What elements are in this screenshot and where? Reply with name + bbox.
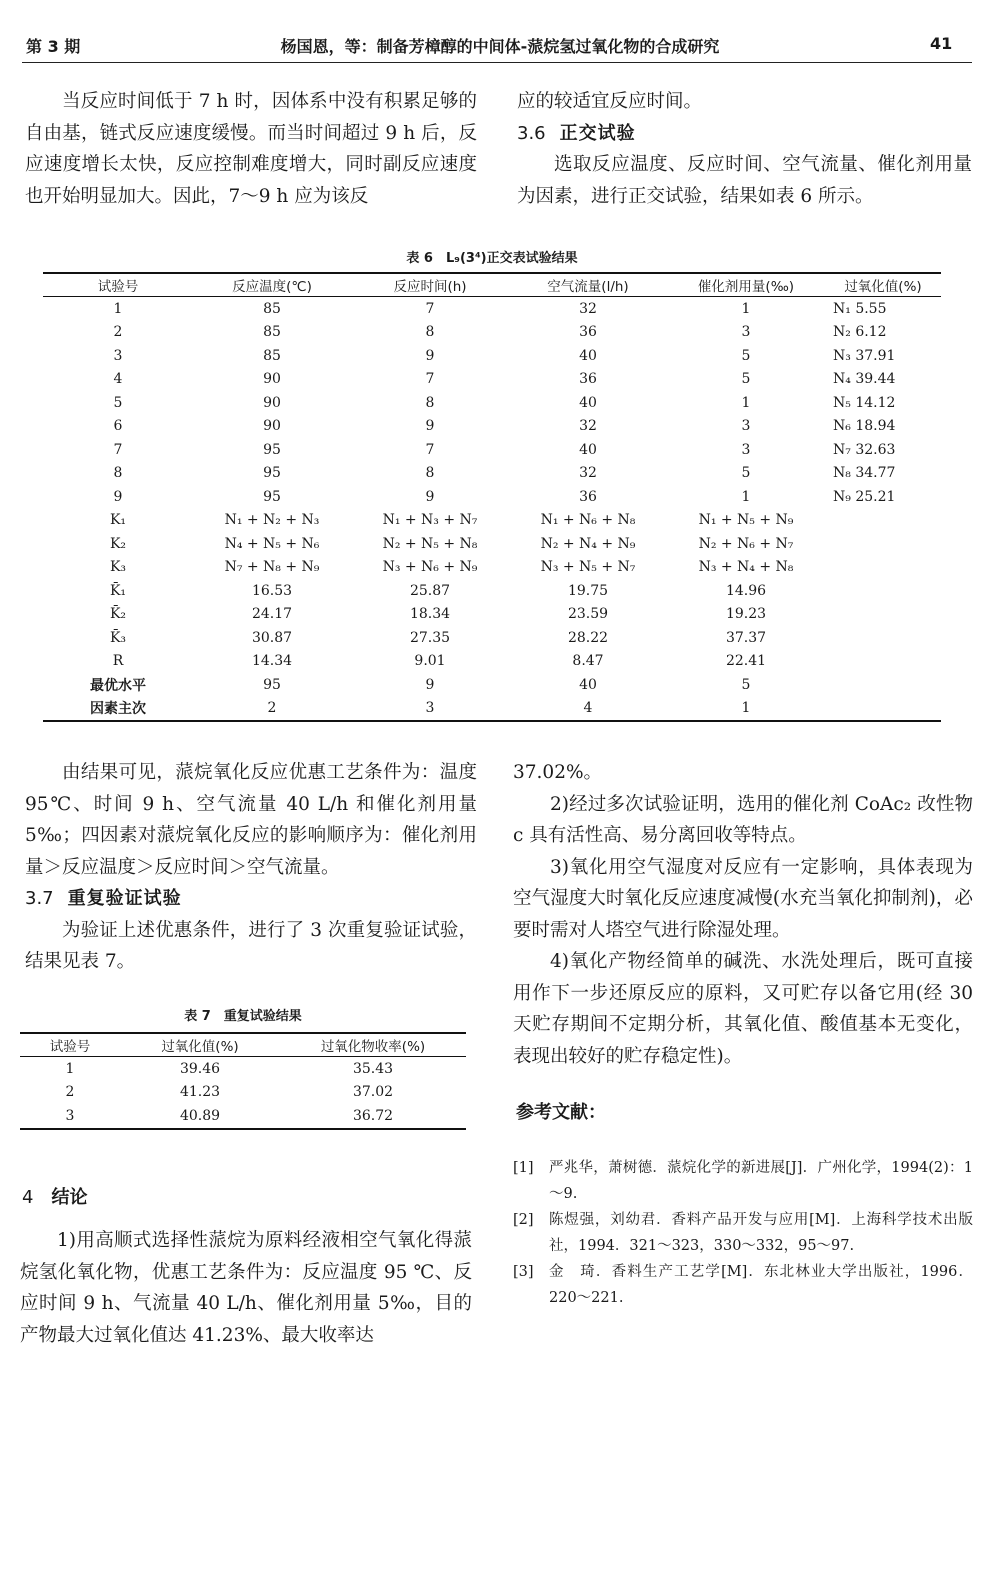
table-cell: 40 — [579, 441, 597, 458]
table-cell: K̄₁ — [109, 582, 127, 599]
table-cell — [825, 532, 941, 556]
section-title: 重复验证试验 — [67, 888, 182, 909]
table-row — [20, 1104, 466, 1129]
table-cell: 3 — [741, 324, 751, 341]
table-cell: N₄ 39.44 — [833, 371, 896, 388]
table-cell: 25.87 — [409, 582, 451, 599]
table-cell: 24.17 — [251, 606, 293, 623]
table-cell: R — [112, 653, 124, 670]
table-row — [43, 297, 941, 321]
reference-text: 陈煜强，刘幼君．香料产品开发与应用[M]．上海科学技术出版社，1994．321～323，330～332，95～97. — [549, 1212, 973, 1254]
table6-caption: 表 6 L₉(3⁴)正交表试验结果 — [406, 251, 578, 266]
table-cell: 90 — [263, 394, 281, 411]
table-cell: 95 — [263, 441, 281, 458]
table-cell: K₂ — [109, 535, 127, 552]
table-cell: 85 — [263, 300, 281, 317]
section-3-6-heading — [517, 118, 972, 150]
reference-item — [513, 1259, 973, 1311]
table-row — [43, 509, 941, 533]
table-cell: 5 — [741, 371, 751, 388]
reference-number: [1] — [513, 1160, 534, 1176]
table-cell: 3 — [741, 418, 751, 435]
table-cell: N₂ + N₄ + N₉ — [540, 535, 636, 552]
table-cell: 85 — [263, 324, 281, 341]
table-cell: 3 — [113, 347, 123, 364]
table-cell: N₃ 37.91 — [833, 347, 896, 364]
page-number: 41 — [930, 34, 953, 53]
table-cell: N₄ + N₅ + N₆ — [224, 535, 320, 552]
references-list — [513, 1155, 973, 1311]
table-cell: 1 — [113, 300, 123, 317]
table-cell: N₁ + N₅ + N₉ — [698, 512, 794, 529]
paragraph: 2)经过多次试验证明，选用的催化剂 CoAc₂ 改性物 c 具有活性高、易分离回收等特点。 — [513, 793, 973, 846]
table-cell: N₁ + N₂ + N₃ — [224, 512, 320, 529]
paragraph: 选取反应温度、反应时间、空气流量、催化剂用量为因素，进行正交试验，结果如表 6 所示。 — [517, 154, 972, 207]
table-cell: 40.89 — [179, 1107, 221, 1124]
table-cell: 8 — [425, 324, 435, 341]
table-row — [43, 673, 941, 697]
table-cell: 95 — [263, 465, 281, 482]
column-header: 过氧化值(%) — [120, 1033, 280, 1057]
table-cell: 36 — [579, 488, 597, 505]
table-cell: 90 — [263, 371, 281, 388]
reference-item — [513, 1155, 973, 1207]
table7-caption: 表 7 重复试验结果 — [184, 1009, 302, 1024]
table-cell — [825, 603, 941, 627]
table-cell: K₃ — [109, 559, 127, 576]
right-top-block — [517, 86, 972, 212]
table-cell: 95 — [263, 488, 281, 505]
left-mid-block — [25, 757, 477, 978]
table-cell: 4 — [113, 371, 123, 388]
column-header: 反应时间(h) — [351, 273, 509, 297]
table-cell: K̄₂ — [109, 606, 127, 623]
table-cell: 8 — [425, 465, 435, 482]
reference-text: 金 琦．香料生产工艺学[M]．东北林业大学出版社，1996．220～221. — [549, 1264, 973, 1306]
right-mid-block — [513, 757, 973, 1072]
table-cell — [825, 556, 941, 580]
table-cell: 22.41 — [725, 653, 767, 670]
table-row — [43, 368, 941, 392]
column-header: 过氧化值(%) — [825, 273, 941, 297]
table-cell: N₈ 34.77 — [833, 465, 896, 482]
paragraph: 当反应时间低于 7 h 时，因体系中没有积累足够的自由基，链式反应速度缓慢。而当时间超过 9 h 后，反应速度增长太快，反应控制难度增大，同时副反应速度也开始明显加大。因此，7～9 h 应为该反 — [25, 91, 477, 207]
table-cell: 40 — [579, 394, 597, 411]
table-row — [43, 532, 941, 556]
table-cell: 8 — [113, 465, 123, 482]
paragraph-continuation: 应的较适宜反应时间。 — [517, 91, 703, 112]
table-cell: 30.87 — [251, 629, 293, 646]
table-cell: 7 — [113, 441, 123, 458]
table-row — [43, 603, 941, 627]
table-cell: 39.46 — [179, 1060, 221, 1077]
table-cell: 5 — [741, 676, 751, 693]
section-3-7-heading — [25, 883, 477, 915]
table-cell: 最优水平 — [90, 677, 146, 694]
table-cell — [825, 509, 941, 533]
references-title: 参考文献： — [516, 1102, 606, 1123]
table-cell: 9 — [113, 488, 123, 505]
column-header: 空气流量(l/h) — [509, 273, 667, 297]
table-cell: 95 — [263, 676, 281, 693]
table-cell: 2 — [267, 700, 277, 717]
table-cell: 23.59 — [567, 606, 609, 623]
column-header: 反应温度(℃) — [193, 273, 351, 297]
table-cell: 85 — [263, 347, 281, 364]
table-cell: N₁ 5.55 — [833, 300, 887, 317]
table-cell: 3 — [741, 441, 751, 458]
paragraph: 由结果可见，蒎烷氧化反应优惠工艺条件为：温度 95℃、时间 9 h、空气流量 40 L/h 和催化剂用量 5‰；四因素对蒎烷氧化反应的影响顺序为：催化剂用量＞反应温度＞反应时间＞空气流量。 — [25, 762, 477, 878]
issue-label: 第 3 期 — [26, 37, 81, 56]
table-cell: N₃ + N₄ + N₈ — [698, 559, 794, 576]
table-cell: 14.96 — [725, 582, 767, 599]
table-cell: 9.01 — [414, 653, 446, 670]
table-cell: 32 — [579, 418, 597, 435]
table-cell: 9 — [425, 347, 435, 364]
table-cell: 40 — [579, 676, 597, 693]
column-header: 过氧化物收率(%) — [280, 1033, 466, 1057]
section-title: 正交试验 — [559, 122, 636, 144]
table-cell: N₃ + N₅ + N₇ — [540, 559, 636, 576]
table-cell: 9 — [425, 418, 435, 435]
column-header: 催化剂用量(‰) — [667, 273, 825, 297]
table-cell: 3 — [425, 700, 435, 717]
table-row — [43, 344, 941, 368]
table-cell: 因素主次 — [90, 701, 146, 718]
table-cell: 5 — [741, 465, 751, 482]
table-row — [43, 485, 941, 509]
paragraph: 为验证上述优惠条件，进行了 3 次重复验证试验，结果见表 7。 — [25, 919, 477, 972]
table-row — [43, 650, 941, 674]
paragraph: 1)用高顺式选择性蒎烷为原料经液相空气氧化得蒎烷氢化氧化物，优惠工艺条件为：反应温度 95 ℃、反应时间 9 h、气流量 40 L/h、催化剂用量 5‰，目的产物最大过氧化值达 41.23%、最大收率达 — [20, 1230, 472, 1346]
table-cell: 1 — [741, 700, 751, 717]
table-cell: 35.43 — [352, 1060, 394, 1077]
table-row — [43, 579, 941, 603]
column-header: 试验号 — [43, 273, 193, 297]
table-cell: 9 — [425, 488, 435, 505]
table-row — [43, 556, 941, 580]
table-cell: N₁ + N₆ + N₈ — [540, 512, 636, 529]
table-cell: 1 — [741, 300, 751, 317]
table-cell: 36 — [579, 324, 597, 341]
table7 — [20, 1032, 466, 1130]
table-cell: N₆ 18.94 — [833, 418, 896, 435]
table-cell: 90 — [263, 418, 281, 435]
table-cell: 2 — [65, 1084, 75, 1101]
table-header-row — [20, 1033, 466, 1057]
table-cell: 40 — [579, 347, 597, 364]
table-cell: 32 — [579, 465, 597, 482]
reference-text: 严兆华，萧树德．蒎烷化学的新进展[J]．广州化学，1994(2)：1～9. — [549, 1160, 973, 1202]
table-cell: 2 — [113, 324, 123, 341]
table-cell: K̄₃ — [109, 629, 127, 646]
reference-number: [2] — [513, 1212, 534, 1228]
table-cell: K₁ — [109, 512, 127, 529]
reference-number: [3] — [513, 1264, 534, 1280]
table-cell: 9 — [425, 676, 435, 693]
table-cell: 8 — [425, 394, 435, 411]
table-row — [43, 391, 941, 415]
table-cell — [825, 579, 941, 603]
table-cell: 37.02 — [352, 1084, 394, 1101]
table-cell: 7 — [425, 441, 435, 458]
table-cell: 1 — [65, 1060, 75, 1077]
table-row — [43, 462, 941, 486]
paragraph-continuation: 37.02%。 — [513, 762, 603, 783]
table-cell: N₂ + N₆ + N₇ — [698, 535, 794, 552]
table-row — [20, 1081, 466, 1105]
paragraph: 3)氧化用空气湿度对反应有一定影响，具体表现为空气湿度大时氧化反应速度减慢(水充当氧化抑制剂)，必要时需对人塔空气进行除湿处理。 — [513, 856, 973, 941]
table-cell: 19.23 — [725, 606, 767, 623]
section-number: 4 — [22, 1187, 34, 1208]
table-cell: 1 — [741, 488, 751, 505]
table-cell: 28.22 — [567, 629, 609, 646]
table-cell: 27.35 — [409, 629, 451, 646]
table-cell — [825, 673, 941, 697]
table-cell: 1 — [741, 394, 751, 411]
table6 — [43, 272, 941, 722]
table-cell: 4 — [583, 700, 593, 717]
table-cell: 14.34 — [251, 653, 293, 670]
table-cell: N₂ 6.12 — [833, 324, 887, 341]
table-cell: N₁ + N₃ + N₇ — [382, 512, 478, 529]
table-cell: 16.53 — [251, 582, 293, 599]
left-top-block — [25, 86, 477, 212]
table-row — [43, 415, 941, 439]
table-cell: 5 — [113, 394, 123, 411]
section-number: 3.6 — [517, 122, 546, 144]
table-header-row — [43, 273, 941, 297]
table-cell: 32 — [579, 300, 597, 317]
column-header: 试验号 — [20, 1033, 120, 1057]
table-cell: N₂ + N₅ + N₈ — [382, 535, 478, 552]
table-cell: N₇ + N₈ + N₉ — [224, 559, 320, 576]
table-cell: 7 — [425, 371, 435, 388]
table-row — [43, 626, 941, 650]
table-cell: 36.72 — [352, 1107, 394, 1124]
table-cell: 18.34 — [409, 606, 451, 623]
table-cell: N₃ + N₆ + N₉ — [382, 559, 478, 576]
table-cell: 37.37 — [725, 629, 767, 646]
table-cell: N₉ 25.21 — [833, 488, 896, 505]
section-4-heading — [22, 1183, 87, 1209]
table-cell: 7 — [425, 300, 435, 317]
header-rule — [22, 62, 972, 63]
table-cell: N₅ 14.12 — [833, 394, 896, 411]
table-cell: 3 — [65, 1107, 75, 1124]
table-row — [20, 1057, 466, 1081]
table-cell — [825, 650, 941, 674]
table-cell: 6 — [113, 418, 123, 435]
conclusion-left-block — [20, 1225, 472, 1351]
table-cell — [825, 626, 941, 650]
table-row — [43, 321, 941, 345]
section-number: 3.7 — [25, 888, 54, 909]
section-title: 结论 — [51, 1187, 88, 1208]
table-cell: 8.47 — [572, 653, 604, 670]
table-cell: 41.23 — [179, 1084, 221, 1101]
table-cell: N₇ 32.63 — [833, 441, 896, 458]
table-cell: 5 — [741, 347, 751, 364]
table-row — [43, 438, 941, 462]
running-title: 杨国恩，等：制备芳樟醇的中间体-蒎烷氢过氧化物的合成研究 — [280, 37, 720, 56]
paragraph: 4)氧化产物经简单的碱洗、水洗处理后，既可直接用作下一步还原反应的原料，又可贮存以备它用(经 30 天贮存期间不定期分析，其氧化值、酸值基本无变化，表现出较好的贮存稳定性)。 — [513, 951, 973, 1067]
table-cell — [825, 697, 941, 722]
table-cell: 36 — [579, 371, 597, 388]
table-row — [43, 697, 941, 722]
table-cell: 19.75 — [567, 582, 609, 599]
reference-item — [513, 1207, 973, 1259]
